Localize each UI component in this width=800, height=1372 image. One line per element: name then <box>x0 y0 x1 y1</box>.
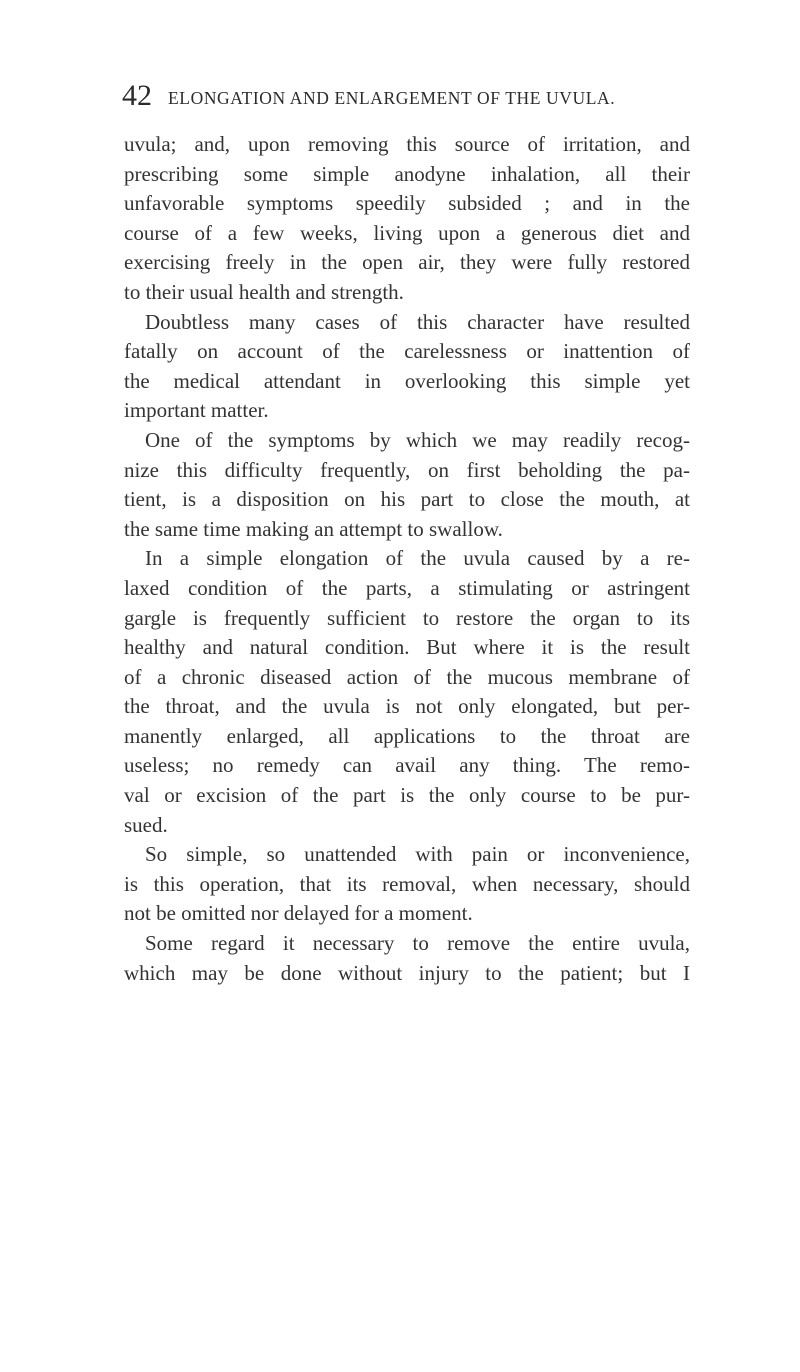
paragraph-first-line: Doubtless many cases of this character have resulted <box>145 309 690 334</box>
paragraph-first-line: In a simple elongation of the uvula caused by a re- <box>145 546 690 571</box>
text-line: fatally on account of the carelessness or inattention of <box>124 339 690 364</box>
text-line: is this operation, that its removal, when necessary, should <box>124 871 690 896</box>
text-line: val or excision of the part is the only course to be pur- <box>124 783 690 808</box>
page-header <box>122 76 692 116</box>
text-line: exercising freely in the open air, they were fully restored <box>124 250 690 275</box>
text-line: of a chronic diseased action of the mucous membrane of <box>124 664 690 689</box>
text-line: unfavorable symptoms speedily subsided ; and in the <box>124 191 690 216</box>
text-line: tient, is a disposition on his part to close the mouth, at <box>124 487 690 512</box>
text-line: the medical attendant in overlooking this simple yet <box>124 368 690 393</box>
page-number: 42 <box>122 79 152 112</box>
text-line: course of a few weeks, living upon a generous diet and <box>124 220 690 245</box>
running-title: ELONGATION AND ENLARGEMENT OF THE UVULA. <box>168 88 616 108</box>
text-line: not be omitted nor delayed for a moment. <box>124 901 473 926</box>
body-text <box>124 130 690 988</box>
text-line: nize this difficulty frequently, on first beholding the pa- <box>124 457 690 482</box>
paragraph-first-line: One of the symptoms by which we may readily recog- <box>145 427 690 452</box>
text-line: manently enlarged, all applications to the throat are <box>124 723 690 748</box>
text-line: which may be done without injury to the patient; but I <box>124 960 690 985</box>
text-line: uvula; and, upon removing this source of irritation, and <box>124 132 690 156</box>
paragraph-first-line: So simple, so unattended with pain or inconvenience, <box>145 842 690 867</box>
text-line: prescribing some simple anodyne inhalation, all their <box>124 161 690 186</box>
text-line: to their usual health and strength. <box>124 279 404 304</box>
text-line: healthy and natural condition. But where it is the result <box>124 635 690 660</box>
text-line: laxed condition of the parts, a stimulating or astringent <box>124 575 690 600</box>
text-line: important matter. <box>124 398 269 423</box>
text-line: useless; no remedy can avail any thing. The remo- <box>124 753 690 778</box>
paragraph-first-line: Some regard it necessary to remove the entire uvula, <box>145 931 690 956</box>
text-line: the throat, and the uvula is not only elongated, but per- <box>124 694 690 719</box>
text-line: gargle is frequently sufficient to restore the organ to its <box>124 605 690 630</box>
text-line: the same time making an attempt to swallow. <box>124 516 503 541</box>
text-line: sued. <box>124 812 168 837</box>
